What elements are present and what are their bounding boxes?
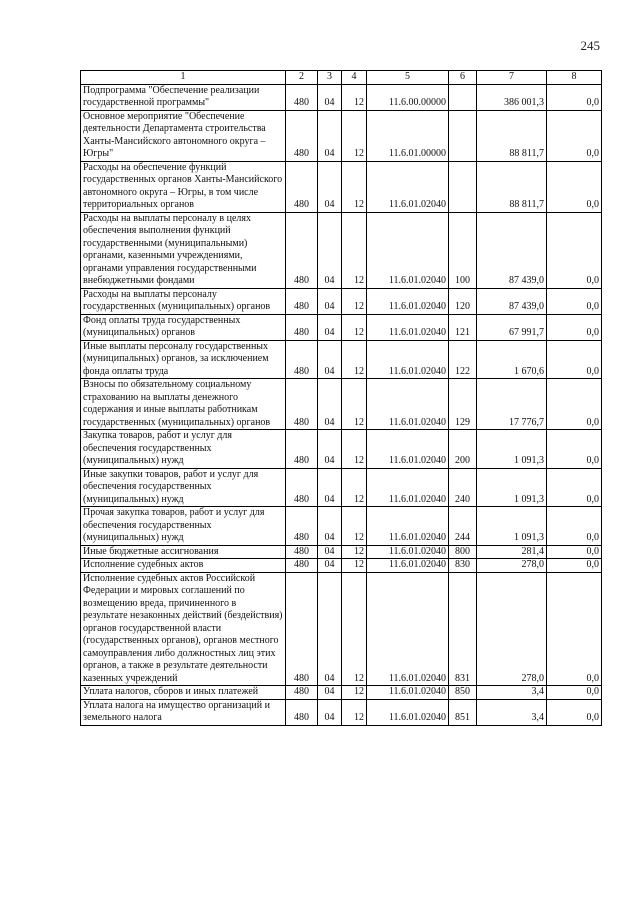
row-col3-cell: 04 <box>318 507 342 546</box>
row-code-cell: 11.6.01.02040 <box>367 161 449 212</box>
table-row <box>81 161 602 212</box>
row-col4-cell: 12 <box>342 340 367 379</box>
row-col2-cell: 480 <box>286 288 318 314</box>
row-col8-cell: 0,0 <box>547 314 602 340</box>
row-col2-cell: 480 <box>286 430 318 469</box>
row-col3-cell: 04 <box>318 468 342 507</box>
row-code-cell: 11.6.01.02040 <box>367 545 449 559</box>
column-header: 6 <box>449 71 477 85</box>
row-col4-cell: 12 <box>342 110 367 161</box>
row-col3-cell: 04 <box>318 84 342 110</box>
row-col6-cell <box>449 84 477 110</box>
table-row <box>81 507 602 546</box>
row-col4-cell: 12 <box>342 161 367 212</box>
table-row <box>81 468 602 507</box>
row-col6-cell: 200 <box>449 430 477 469</box>
row-name-cell: Прочая закупка товаров, работ и услуг для обеспечения государственных (муниципальных) нужд <box>81 507 286 546</box>
row-amount-cell: 3,4 <box>477 699 547 725</box>
table-row <box>81 288 602 314</box>
row-code-cell: 11.6.01.02040 <box>367 699 449 725</box>
row-code-cell: 11.6.01.02040 <box>367 559 449 573</box>
row-col8-cell: 0,0 <box>547 545 602 559</box>
row-col8-cell: 0,0 <box>547 110 602 161</box>
row-col2-cell: 480 <box>286 340 318 379</box>
table-header-row <box>81 71 602 85</box>
row-col8-cell: 0,0 <box>547 430 602 469</box>
row-col2-cell: 480 <box>286 110 318 161</box>
row-col3-cell: 04 <box>318 212 342 288</box>
row-amount-cell: 88 811,7 <box>477 161 547 212</box>
row-col3-cell: 04 <box>318 340 342 379</box>
row-col2-cell: 480 <box>286 314 318 340</box>
row-col6-cell: 122 <box>449 340 477 379</box>
row-amount-cell: 88 811,7 <box>477 110 547 161</box>
row-col4-cell: 12 <box>342 314 367 340</box>
row-col4-cell: 12 <box>342 84 367 110</box>
row-amount-cell: 1 670,6 <box>477 340 547 379</box>
row-code-cell: 11.6.01.02040 <box>367 314 449 340</box>
row-col3-cell: 04 <box>318 161 342 212</box>
row-col4-cell: 12 <box>342 430 367 469</box>
row-col6-cell <box>449 161 477 212</box>
row-col4-cell: 12 <box>342 572 367 686</box>
row-name-cell: Расходы на выплаты персоналу в целях обеспечения выполнения функций государственными (муниципальными) органами, казенными учреждениями, органами управления государственными внебюджетными фондами <box>81 212 286 288</box>
row-col4-cell: 12 <box>342 699 367 725</box>
row-code-cell: 11.6.01.02040 <box>367 572 449 686</box>
row-col8-cell: 0,0 <box>547 572 602 686</box>
table-row <box>81 559 602 573</box>
table-body <box>81 84 602 725</box>
row-col8-cell: 0,0 <box>547 699 602 725</box>
column-header: 8 <box>547 71 602 85</box>
budget-table <box>80 70 602 726</box>
row-code-cell: 11.6.01.00000 <box>367 110 449 161</box>
table-row <box>81 110 602 161</box>
row-col3-cell: 04 <box>318 545 342 559</box>
table-row <box>81 545 602 559</box>
row-name-cell: Иные закупки товаров, работ и услуг для обеспечения государственных (муниципальных) нужд <box>81 468 286 507</box>
row-col6-cell: 244 <box>449 507 477 546</box>
row-col6-cell: 831 <box>449 572 477 686</box>
row-col6-cell: 240 <box>449 468 477 507</box>
row-col8-cell: 0,0 <box>547 379 602 430</box>
row-code-cell: 11.6.01.02040 <box>367 340 449 379</box>
row-amount-cell: 17 776,7 <box>477 379 547 430</box>
row-col3-cell: 04 <box>318 314 342 340</box>
column-header: 2 <box>286 71 318 85</box>
row-col3-cell: 04 <box>318 559 342 573</box>
row-col4-cell: 12 <box>342 379 367 430</box>
row-code-cell: 11.6.01.02040 <box>367 686 449 700</box>
row-col6-cell: 121 <box>449 314 477 340</box>
row-col2-cell: 480 <box>286 559 318 573</box>
row-name-cell: Подпрограмма "Обеспечение реализации государственной программы" <box>81 84 286 110</box>
row-col3-cell: 04 <box>318 430 342 469</box>
table-row <box>81 379 602 430</box>
row-code-cell: 11.6.01.02040 <box>367 430 449 469</box>
row-col2-cell: 480 <box>286 507 318 546</box>
row-col8-cell: 0,0 <box>547 288 602 314</box>
row-col4-cell: 12 <box>342 212 367 288</box>
column-header: 4 <box>342 71 367 85</box>
page-number: 245 <box>580 38 600 53</box>
row-col8-cell: 0,0 <box>547 84 602 110</box>
table-row <box>81 430 602 469</box>
row-col3-cell: 04 <box>318 379 342 430</box>
row-col8-cell: 0,0 <box>547 212 602 288</box>
row-col4-cell: 12 <box>342 686 367 700</box>
table-row <box>81 686 602 700</box>
row-col3-cell: 04 <box>318 288 342 314</box>
row-col2-cell: 480 <box>286 699 318 725</box>
row-col6-cell: 830 <box>449 559 477 573</box>
table-row <box>81 314 602 340</box>
row-col4-cell: 12 <box>342 468 367 507</box>
row-col3-cell: 04 <box>318 686 342 700</box>
row-name-cell: Основное мероприятие "Обеспечение деятельности Департамента строительства Ханты-Мансийского автономного округа – Югры" <box>81 110 286 161</box>
row-col6-cell: 850 <box>449 686 477 700</box>
row-col2-cell: 480 <box>286 686 318 700</box>
row-col8-cell: 0,0 <box>547 507 602 546</box>
table-row <box>81 572 602 686</box>
table-row <box>81 212 602 288</box>
row-name-cell: Закупка товаров, работ и услуг для обеспечения государственных (муниципальных) нужд <box>81 430 286 469</box>
row-col6-cell: 851 <box>449 699 477 725</box>
row-col2-cell: 480 <box>286 379 318 430</box>
row-name-cell: Расходы на выплаты персоналу государственных (муниципальных) органов <box>81 288 286 314</box>
row-name-cell: Расходы на обеспечение функций государственных органов Ханты-Мансийского автономного округа – Югры, в том числе территориальных органов <box>81 161 286 212</box>
column-header: 3 <box>318 71 342 85</box>
row-col6-cell <box>449 110 477 161</box>
row-col4-cell: 12 <box>342 288 367 314</box>
row-col2-cell: 480 <box>286 161 318 212</box>
row-col2-cell: 480 <box>286 468 318 507</box>
row-col2-cell: 480 <box>286 572 318 686</box>
row-col8-cell: 0,0 <box>547 340 602 379</box>
row-col8-cell: 0,0 <box>547 468 602 507</box>
row-col8-cell: 0,0 <box>547 161 602 212</box>
row-col6-cell: 120 <box>449 288 477 314</box>
column-header: 7 <box>477 71 547 85</box>
table-row <box>81 340 602 379</box>
row-col6-cell: 800 <box>449 545 477 559</box>
row-col3-cell: 04 <box>318 699 342 725</box>
row-code-cell: 11.6.01.02040 <box>367 212 449 288</box>
row-col8-cell: 0,0 <box>547 686 602 700</box>
row-amount-cell: 1 091,3 <box>477 468 547 507</box>
row-col4-cell: 12 <box>342 559 367 573</box>
row-amount-cell: 67 991,7 <box>477 314 547 340</box>
row-amount-cell: 386 001,3 <box>477 84 547 110</box>
row-name-cell: Уплата налога на имущество организаций и земельного налога <box>81 699 286 725</box>
row-name-cell: Иные бюджетные ассигнования <box>81 545 286 559</box>
row-amount-cell: 281,4 <box>477 545 547 559</box>
column-header: 5 <box>367 71 449 85</box>
row-col4-cell: 12 <box>342 545 367 559</box>
row-amount-cell: 87 439,0 <box>477 288 547 314</box>
table-row <box>81 699 602 725</box>
row-code-cell: 11.6.01.02040 <box>367 468 449 507</box>
row-code-cell: 11.6.01.02040 <box>367 379 449 430</box>
row-col2-cell: 480 <box>286 84 318 110</box>
row-col2-cell: 480 <box>286 545 318 559</box>
row-name-cell: Фонд оплаты труда государственных (муниципальных) органов <box>81 314 286 340</box>
row-col8-cell: 0,0 <box>547 559 602 573</box>
row-amount-cell: 1 091,3 <box>477 507 547 546</box>
row-col4-cell: 12 <box>342 507 367 546</box>
row-name-cell: Исполнение судебных актов <box>81 559 286 573</box>
row-name-cell: Исполнение судебных актов Российской Федерации и мировых соглашений по возмещению вреда, причиненного в результате незаконных действий (бездействия) органов государственной власти (государственных органов), органов местного самоуправления либо должностных лиц этих органов, а также в результате деятельности казенных учреждений <box>81 572 286 686</box>
row-amount-cell: 1 091,3 <box>477 430 547 469</box>
column-header: 1 <box>81 71 286 85</box>
row-col3-cell: 04 <box>318 572 342 686</box>
table-row <box>81 84 602 110</box>
row-name-cell: Взносы по обязательному социальному страхованию на выплаты денежного содержания и иные выплаты работникам государственных (муниципальных) органов <box>81 379 286 430</box>
row-col2-cell: 480 <box>286 212 318 288</box>
row-col6-cell: 100 <box>449 212 477 288</box>
row-code-cell: 11.6.00.00000 <box>367 84 449 110</box>
row-amount-cell: 278,0 <box>477 559 547 573</box>
row-amount-cell: 3,4 <box>477 686 547 700</box>
row-name-cell: Уплата налогов, сборов и иных платежей <box>81 686 286 700</box>
row-col3-cell: 04 <box>318 110 342 161</box>
row-code-cell: 11.6.01.02040 <box>367 507 449 546</box>
row-col6-cell: 129 <box>449 379 477 430</box>
row-code-cell: 11.6.01.02040 <box>367 288 449 314</box>
row-name-cell: Иные выплаты персоналу государственных (муниципальных) органов, за исключением фонда оплаты труда <box>81 340 286 379</box>
row-amount-cell: 278,0 <box>477 572 547 686</box>
row-amount-cell: 87 439,0 <box>477 212 547 288</box>
